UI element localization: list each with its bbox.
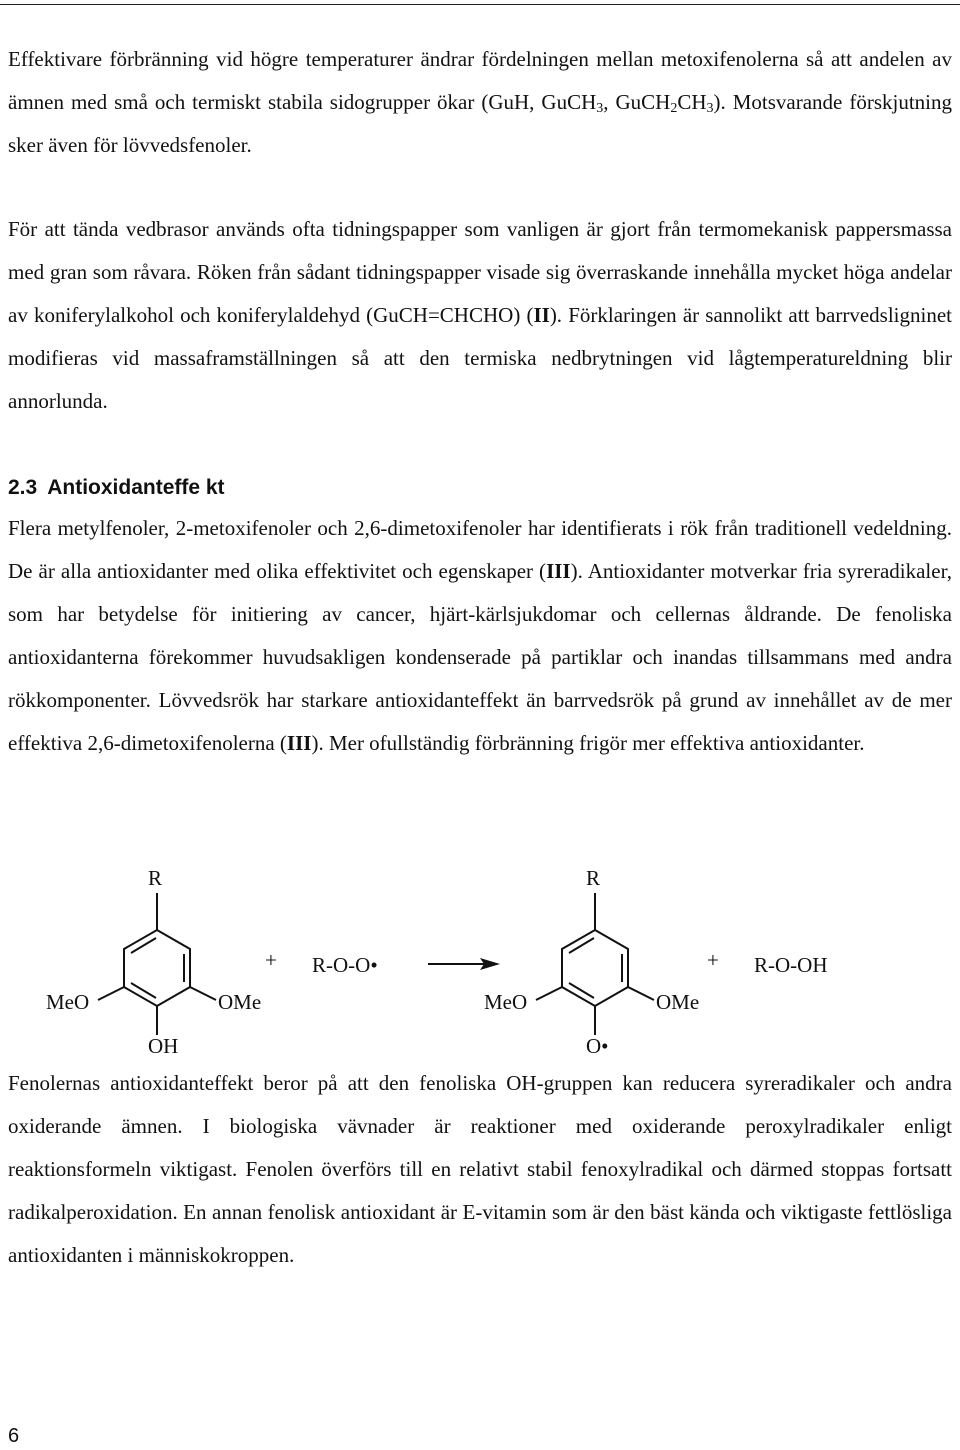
paragraph-3: Flera metylfenoler, 2-metoxifenoler och 2,6-dimetoxifenoler har identifierats i rök från traditionell vedeldning. De är alla antioxidanter med olika effektivitet och egenskaper (III). Antioxidanter motverkar fria syreradikaler, som har betydelse för initiering av cancer, hjärt-kärlsjukdomar och cellernas åldrande. De fenoliska antioxidanterna förekommer huvudsakligen kondenserade på partiklar och inandas tillsammans med andra rökkomponenter. Lövvedsrök har starkare antioxidanteffekt än barrvedsrök på grund av innehållet av de mer effektiva 2,6-dimetoxifenolerna (III). Mer ofullständig förbränning frigör mer effektiva antioxidanter. xyxy=(8,516,952,755)
left-r-label: R xyxy=(148,866,163,890)
reaction-arrow xyxy=(428,958,500,970)
phenol-molecule xyxy=(46,866,261,1058)
section-number: 2.3 xyxy=(8,476,38,499)
paragraph-2: För att tända vedbrasor används ofta tidningspapper som vanligen är gjort från termomekanisk pappersmassa med gran som råvara. Röken från sådant tidningspapper visade sig överraskande innehålla mycket höga andelar av koniferylalkohol och koniferylaldehyd (GuCH=CHCHO) (II). Förklaringen är sannolikt att barrvedsligninet modifieras vid massaframställningen så att den termiska nedbrytningen vid lågtemperatureldning blir annorlunda. xyxy=(8,217,953,413)
paragraph-1: Effektivare förbränning vid högre temperaturer ändrar fördelningen mellan metoxifenolerna så att andelen av ämnen med små och termiskt stabila sidogrupper ökar (GuH, GuCH$_3$, $GuCH_2CH_3$). Motsvarande förskjutning sker även för lövvedsfenoler. xyxy=(8,47,953,157)
phenoxyl-molecule xyxy=(484,866,699,1058)
section-heading xyxy=(8,470,225,506)
left-benzene-ring xyxy=(124,930,190,1006)
left-ome-label: OMe xyxy=(218,990,262,1014)
page-number: 6 xyxy=(8,1425,20,1447)
right-meo-label: MeO xyxy=(484,990,528,1014)
right-ome-label: OMe xyxy=(656,990,700,1014)
section-title: Antioxidanteffe kt xyxy=(47,476,225,499)
right-benzene-ring xyxy=(562,930,628,1006)
reaction-scheme xyxy=(0,855,960,1070)
left-oh-label: OH xyxy=(148,1034,179,1058)
right-o-radical-label: O• xyxy=(586,1034,609,1058)
hydroperoxide-product: R-O-OH xyxy=(754,953,828,977)
plus-sign-1: + xyxy=(265,948,277,972)
plus-sign-2: + xyxy=(707,948,719,972)
right-r-label: R xyxy=(586,866,601,890)
paragraph-4: Fenolernas antioxidanteffekt beror på att den fenoliska OH-gruppen kan reducera syreradikaler och andra oxiderande ämnen. I biologiska vävnader är reaktioner med oxiderande peroxylradikaler enligt reaktionsformeln viktigast. Fenolen överförs till en relativt stabil fenoxylradikal och därmed stoppas fortsatt radikalperoxidation. En annan fenolisk antioxidant är E-vitamin som är den bäst kända och viktigaste fettlösliga antioxidanten i människokroppen. xyxy=(8,1071,952,1267)
left-meo-label: MeO xyxy=(46,990,90,1014)
peroxyl-radical: R-O-O• xyxy=(312,953,378,977)
top-rule xyxy=(0,4,960,5)
